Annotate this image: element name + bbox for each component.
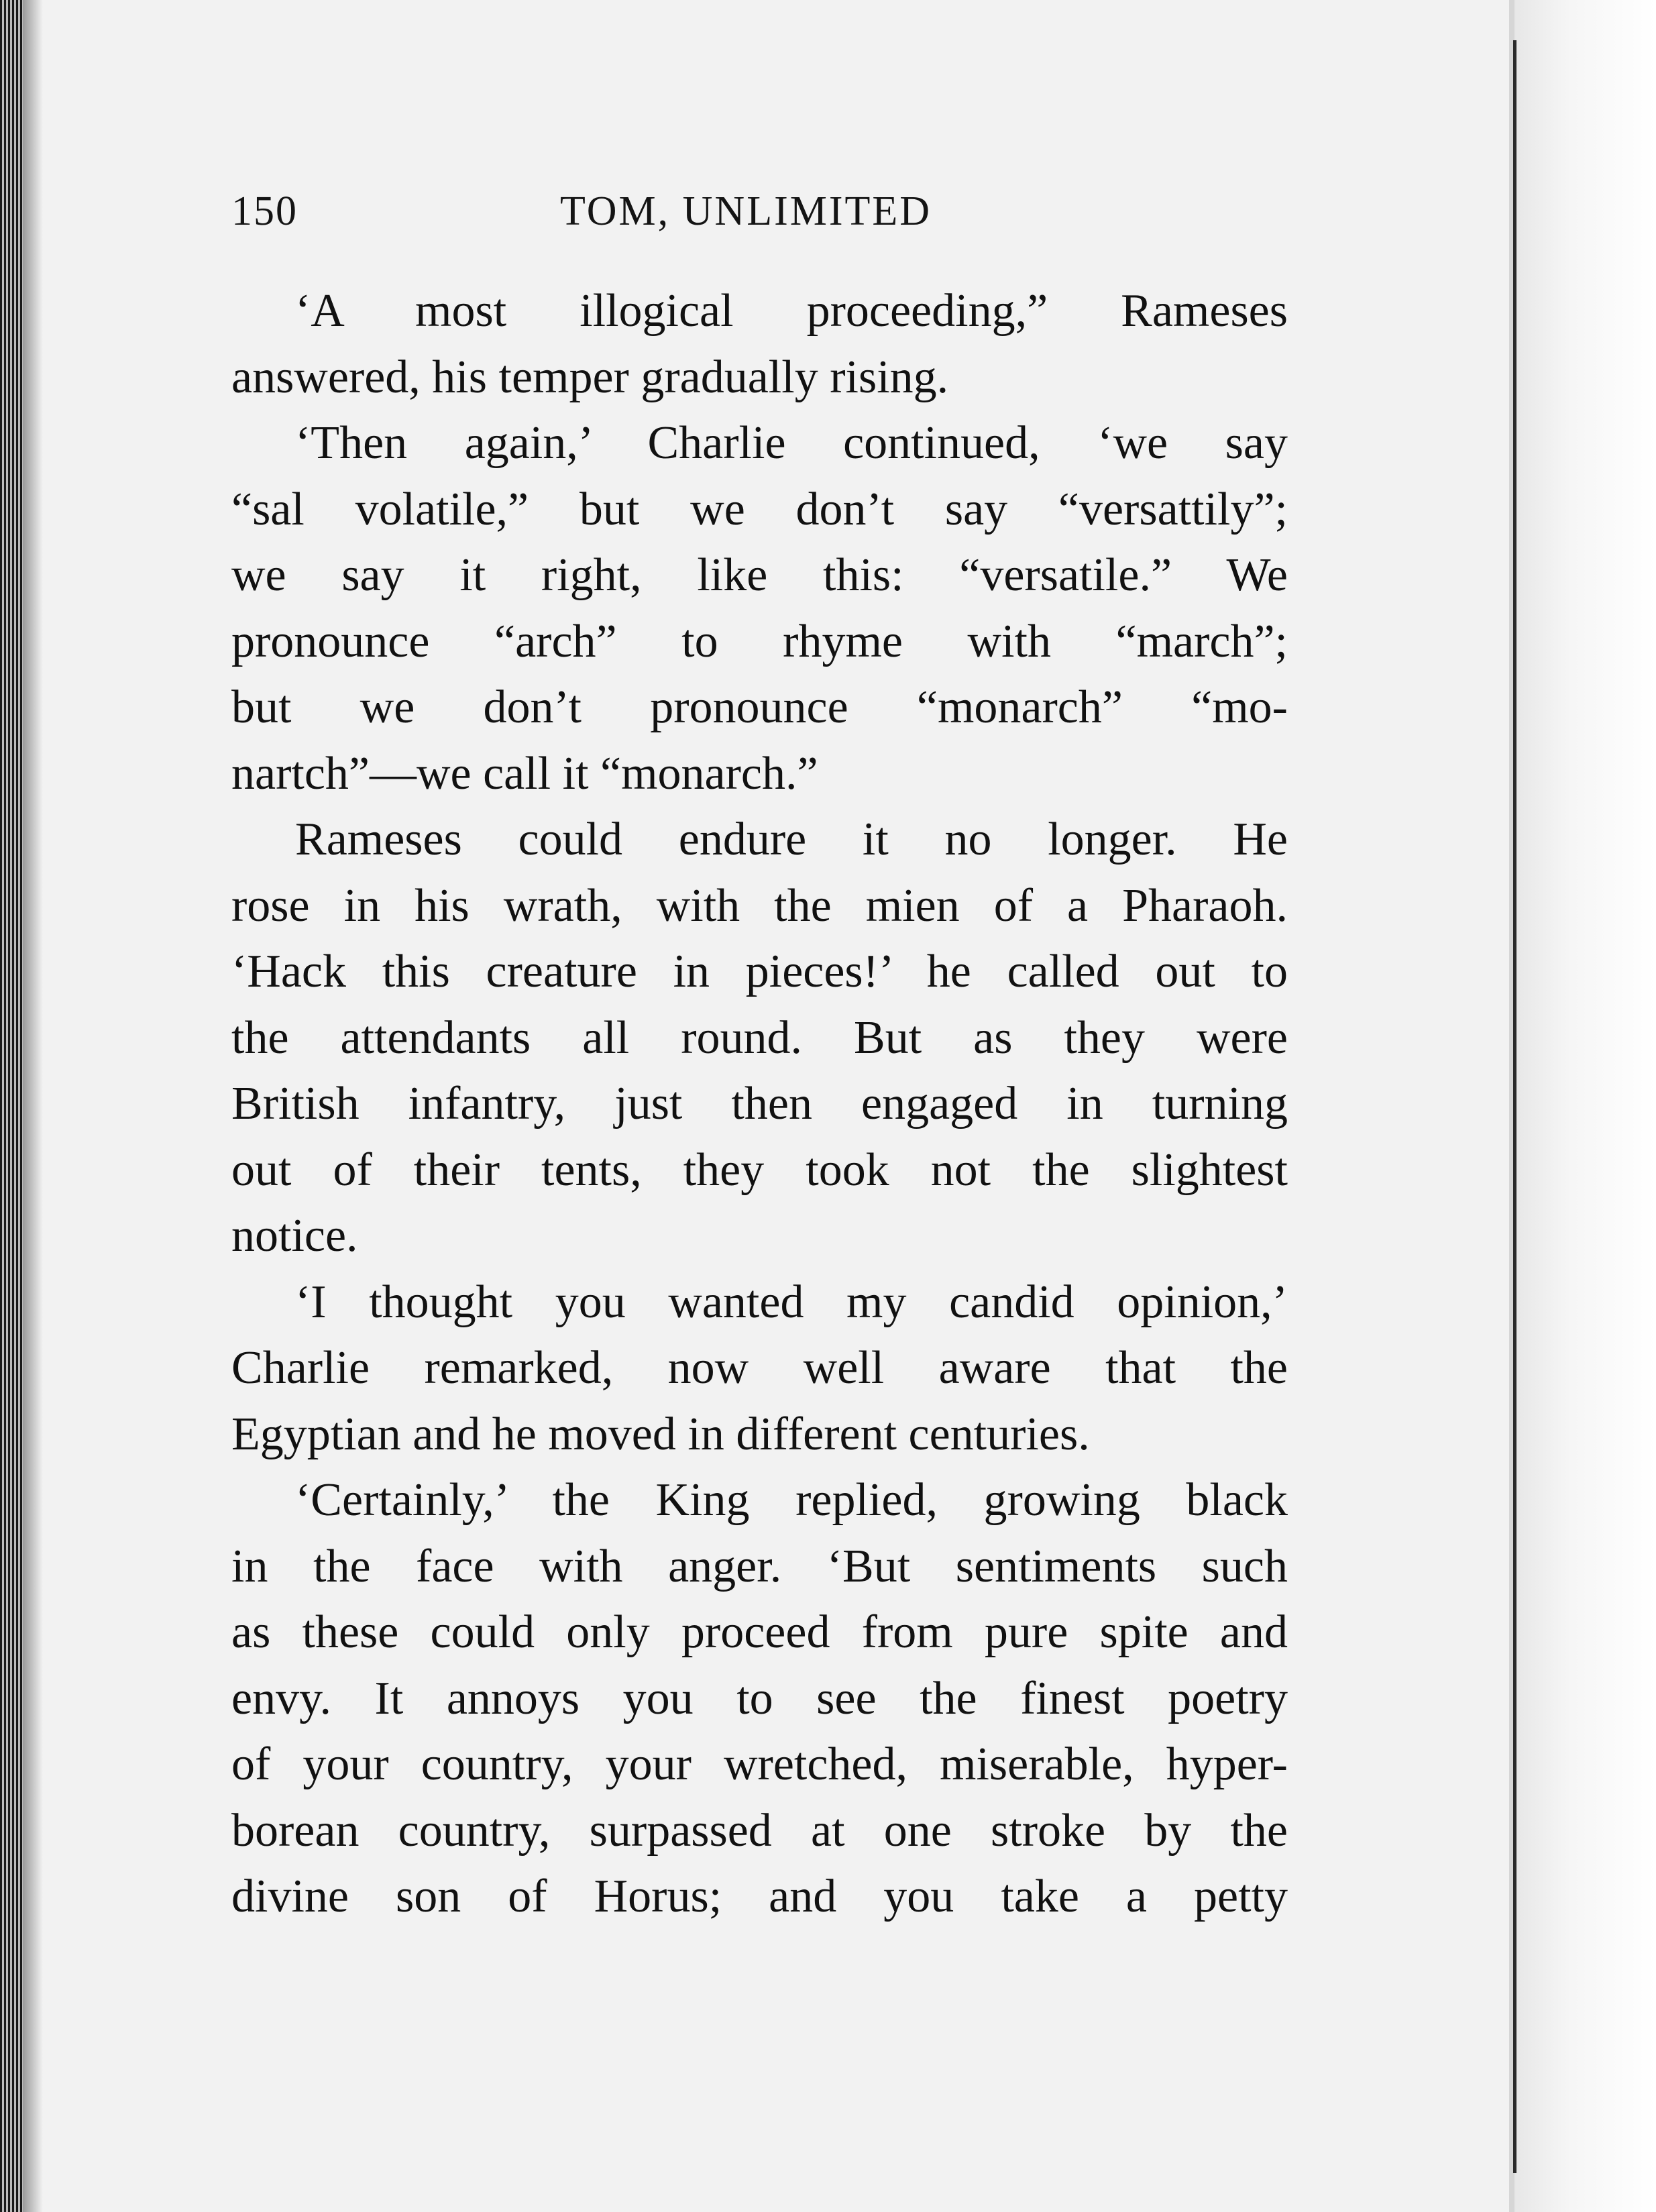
text-line: ‘I thought you wanted my candid opinion,’ — [295, 1276, 1288, 1328]
text-line: the attendants all round. But as they were — [231, 1011, 1288, 1064]
next-page-edge — [1514, 0, 1656, 2212]
text-line: answered, his temper gradually rising. — [231, 351, 949, 403]
running-head — [231, 188, 1288, 248]
text-line: pronounce “arch” to rhyme with “march”; — [231, 615, 1288, 667]
text-line: British infantry, just then engaged in turning — [231, 1078, 1288, 1129]
paragraph — [231, 278, 1288, 410]
text-line: out of their tents, they took not the slightest — [231, 1144, 1288, 1196]
text-line: divine son of Horus; and you take a petty — [231, 1871, 1288, 1922]
binding-shadow — [23, 0, 43, 2212]
text-line: rose in his wrath, with the mien of a Pharaoh. — [231, 879, 1288, 932]
paragraph — [231, 807, 1288, 1270]
paragraph — [231, 1468, 1288, 1930]
book-title: TOM, UNLIMITED — [560, 188, 932, 234]
text-line: ‘A most illogical proceeding,” Rameses — [295, 285, 1288, 337]
text-line: in the face with anger. ‘But sentiments such — [231, 1540, 1288, 1592]
body-text — [231, 278, 1288, 1930]
page-number: 150 — [231, 188, 298, 234]
text-line: we say it right, like this: “versatile.” We — [231, 549, 1288, 601]
paragraph — [231, 1270, 1288, 1468]
text-line: borean country, surpassed at one stroke by the — [231, 1804, 1288, 1857]
text-line: Egyptian and he moved in different centuries. — [231, 1408, 1090, 1460]
text-line: Charlie remarked, now well aware that the — [231, 1342, 1288, 1394]
text-line: ‘Then again,’ Charlie continued, ‘we say — [295, 417, 1288, 469]
paragraph — [231, 410, 1288, 807]
text-line: envy. It annoys you to see the finest poetry — [231, 1672, 1288, 1724]
text-line: ‘Certainly,’ the King replied, growing black — [295, 1474, 1288, 1526]
book-binding — [0, 0, 23, 2212]
text-line: nartch”—we call it “monarch.” — [231, 747, 818, 799]
page-edge-line — [1513, 40, 1516, 2173]
text-line: as these could only proceed from pure spite and — [231, 1606, 1288, 1658]
text-line: “sal volatile,” but we don’t say “versattily”; — [231, 483, 1288, 535]
text-line: but we don’t pronounce “monarch” “mo- — [231, 681, 1288, 733]
text-line: notice. — [231, 1210, 358, 1262]
text-line: of your country, your wretched, miserable, hyper- — [231, 1738, 1288, 1790]
text-line: ‘Hack this creature in pieces!’ he called out to — [231, 946, 1288, 997]
text-line: Rameses could endure it no longer. He — [295, 814, 1288, 865]
